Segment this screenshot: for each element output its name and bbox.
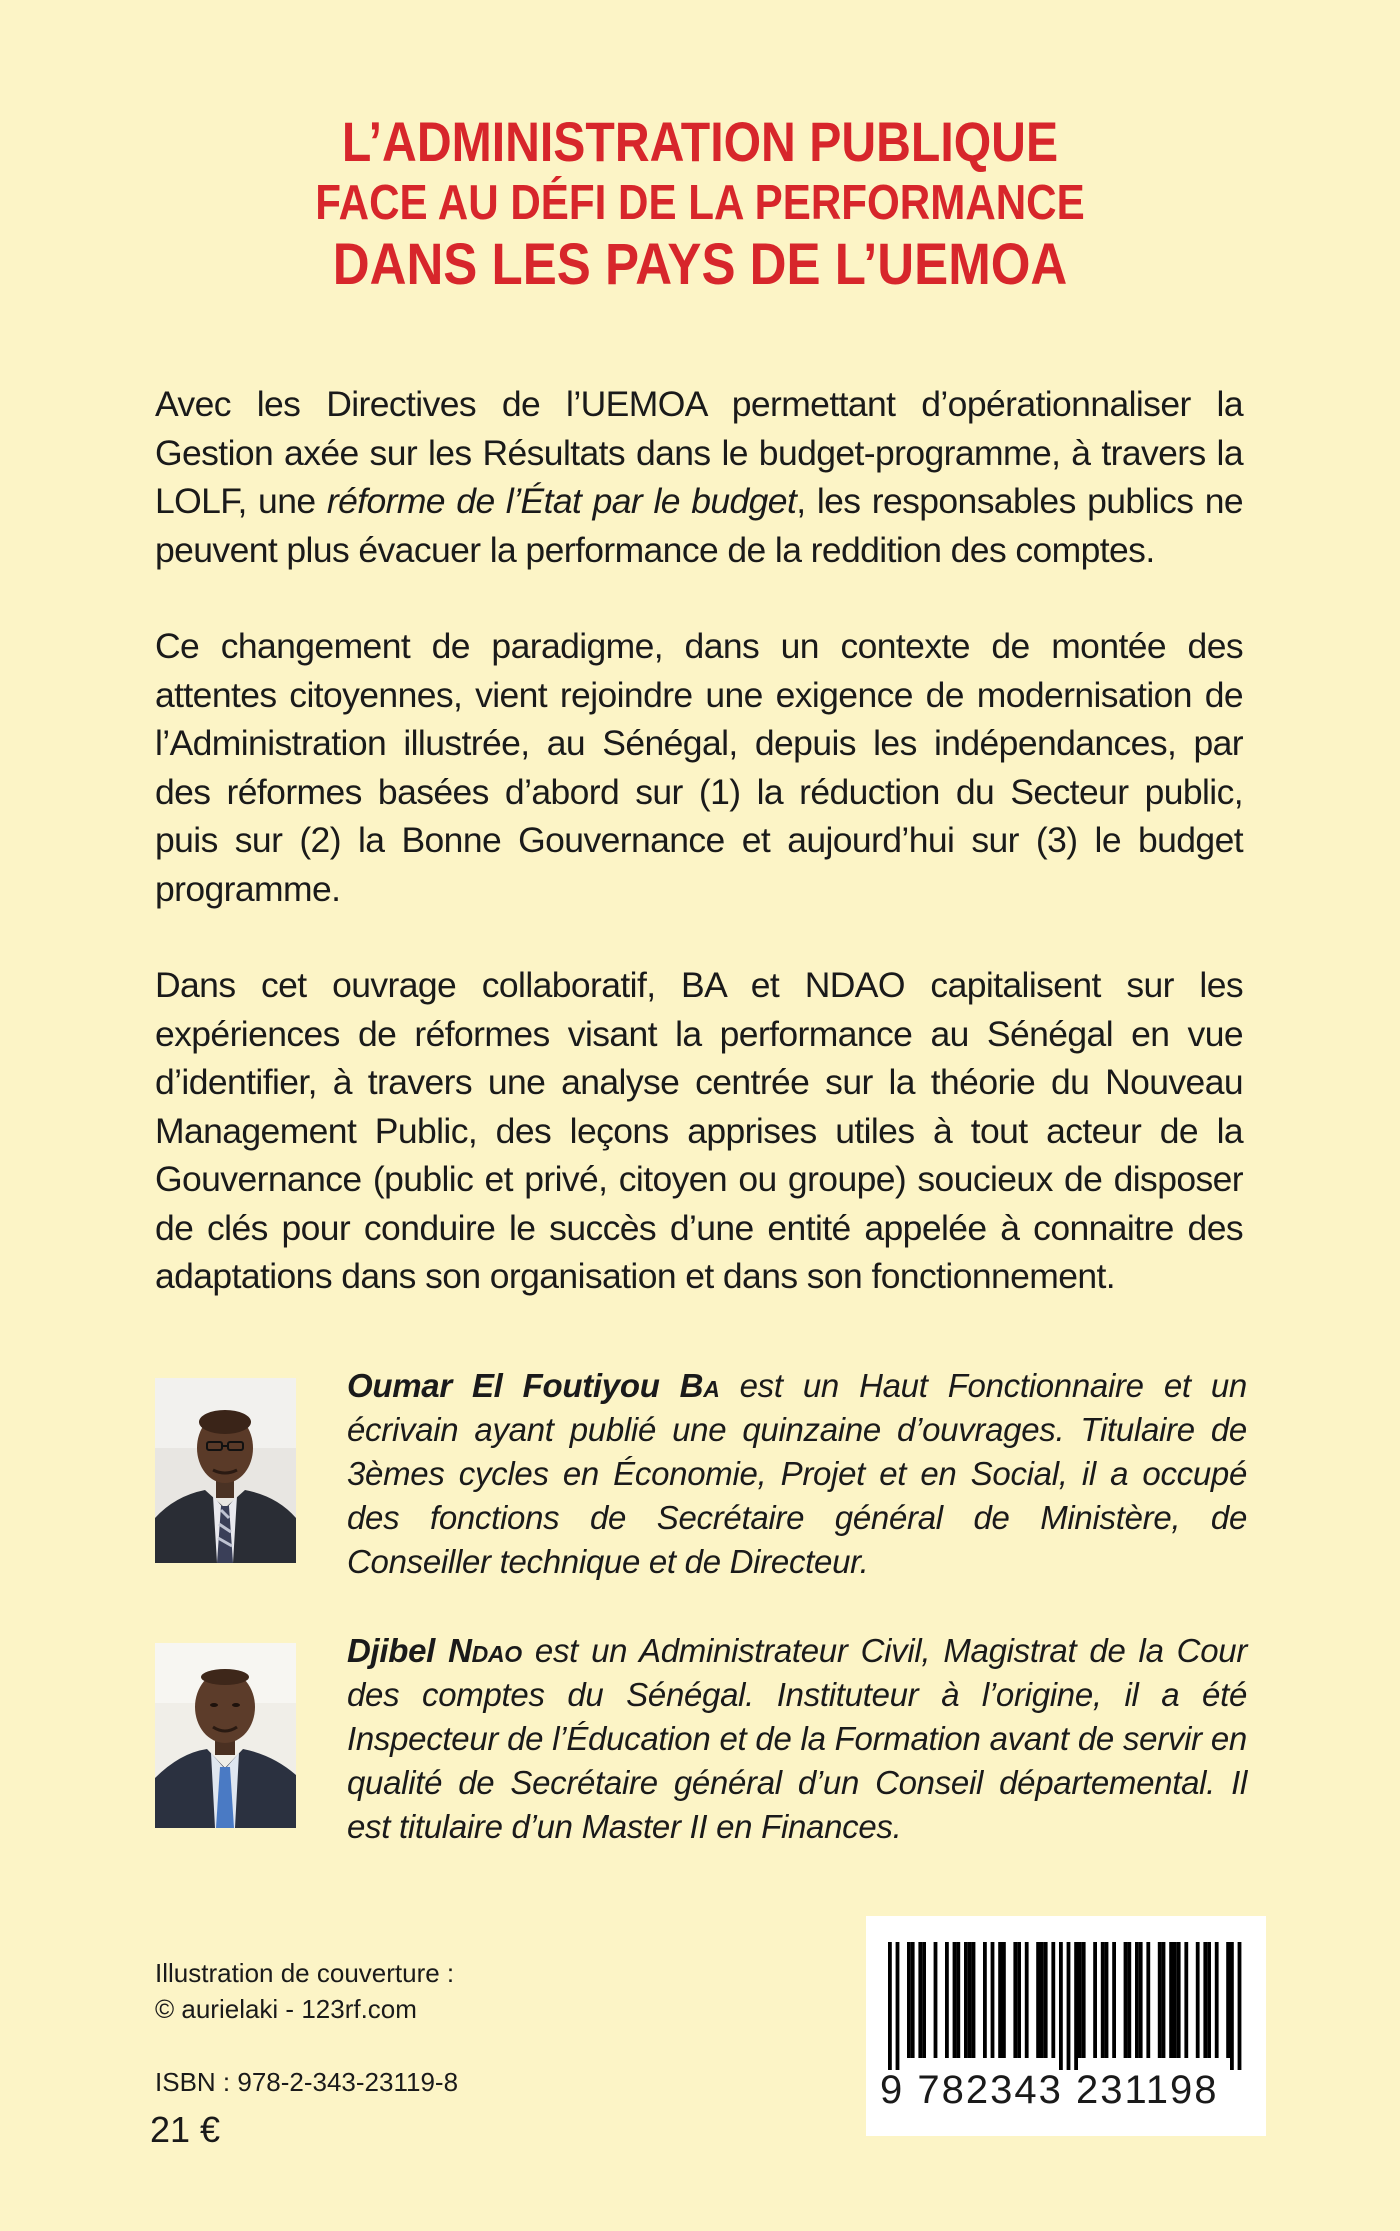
author-name-2: Djibel Ndao: [347, 1632, 522, 1669]
barcode-bar: [1059, 1942, 1063, 2070]
author-bio-1: Oumar El Foutiyou Ba est un Haut Fonctionnaire et un écrivain ayant publié une quinzaine d’ouvrages. Titulaire de 3èmes cycles en Économie, Projet et en Social, il a occupé des fonctions de Secrétaire général de Ministère, de Conseiller technique et de Directeur.: [347, 1367, 1247, 1580]
barcode-bar: [1093, 1942, 1097, 2058]
barcode-bar: [972, 1942, 976, 2058]
barcode-bar: [964, 1942, 968, 2058]
barcode-bar: [945, 1942, 949, 2058]
barcode-bar: [956, 1942, 960, 2058]
barcode-bar: [1036, 1942, 1040, 2058]
title-line-1: L’ADMINISTRATION PUBLIQUE: [341, 110, 1059, 173]
barcode-bar: [907, 1942, 911, 2058]
barcode-bar: [1002, 1942, 1006, 2058]
paragraph-3: Dans cet ouvrage collaboratif, BA et NDAO capitalisent sur les expériences de réformes visant la performance au Sénégal en vue d’identifier, à travers une analyse centrée sur la théorie du Nouveau Management Public, des leçons apprises utiles à tout acteur de la Gouvernance (public et privé, citoyen ou groupe) soucieux de disposer de clés pour conduire le succès d’une entité appelée à connaitre des adaptations dans son organisation et dans son fonctionnement.: [155, 965, 1243, 1296]
barcode-bar: [1067, 1942, 1071, 2070]
barcode-bar: [1040, 1942, 1044, 2058]
barcode-bar: [1082, 1942, 1086, 2058]
author-name-1: Oumar El Foutiyou Ba: [347, 1367, 720, 1404]
author-bio-2: Djibel Ndao est un Administrateur Civil, Magistrat de la Cour des comptes du Sénégal. Instituteur à l’origine, il a été Inspecteur de l’Éducation et de la Formation avant de servir en qualité de Secrétaire général d’un Conseil départemental. Il est titulaire d’un Master II en Finances.: [347, 1632, 1248, 1845]
italic-phrase: réforme de l’État par le budget: [326, 481, 797, 521]
book-title: [0, 110, 1400, 298]
barcode-digits: 9 782343 231198: [880, 2068, 1219, 2112]
barcode-bar: [953, 1942, 957, 2058]
barcode-bar: [1135, 1942, 1139, 2058]
paragraph-2: Ce changement de paradigme, dans un contexte de montée des attentes citoyennes, vient rejoindre une exigence de modernisation de l’Administration illustrée, au Sénégal, depuis les indépendances, par des réformes basées d’abord sur (1) la réduction du Secteur public, puis sur (2) la Bonne Gouvernance et aujourd’hui sur (3) le budget programme.: [155, 626, 1243, 909]
barcode-bar: [1207, 1942, 1211, 2058]
barcode-bar: [1074, 1942, 1078, 2070]
barcode-bar: [1230, 1942, 1234, 2070]
barcode-bar: [1169, 1942, 1173, 2058]
barcode-bar: [1101, 1942, 1105, 2058]
title-line-3: DANS LES PAYS DE L’UEMOA: [332, 232, 1068, 297]
barcode-bar: [1158, 1942, 1162, 2058]
barcode-bar: [1215, 1942, 1219, 2058]
summary-text: [155, 380, 1243, 1349]
barcode-bar: [1025, 1942, 1029, 2058]
barcode-bar: [968, 1942, 972, 2058]
cover-illustration-credit: [155, 1955, 454, 2027]
barcode-bar: [1078, 1942, 1082, 2058]
barcode-bar: [1051, 1942, 1055, 2058]
barcode-bar: [983, 1942, 987, 2058]
barcode-bar: [998, 1942, 1002, 2058]
barcode-bar: [991, 1942, 995, 2058]
barcode-bar: [1203, 1942, 1207, 2058]
isbn: ISBN : 978-2-343-23119-8: [155, 2067, 459, 2097]
barcode-bar: [918, 1942, 922, 2058]
barcode-bar: [922, 1942, 926, 2058]
barcode-bar: [934, 1942, 938, 2058]
paragraph-1: Avec les Directives de l’UEMOA permettant d’opérationnaliser la Gestion axée sur les Résultats dans le budget-programme, à travers la LOLF, une réforme de l’État par le budget, les responsables publics ne peuvent plus évacuer la performance de la reddition des comptes.: [155, 384, 1244, 570]
title-line-2: FACE AU DÉFI DE LA PERFORMANCE: [315, 176, 1085, 230]
barcode-bars: [880, 1942, 1252, 2070]
barcode-bar: [896, 1942, 900, 2070]
barcode-bar: [1226, 1942, 1230, 2058]
price: 21 €: [150, 2109, 221, 2150]
barcode-bar: [1184, 1942, 1188, 2058]
barcode-bar: [888, 1942, 892, 2070]
barcode-bar: [1139, 1942, 1143, 2058]
barcode-bar: [1112, 1942, 1116, 2058]
barcode-bar: [1017, 1942, 1021, 2058]
barcode-bar: [1173, 1942, 1177, 2058]
author-photo-1: [155, 1378, 296, 1563]
barcode-bar: [1105, 1942, 1109, 2058]
barcode-bar: [1013, 1942, 1017, 2058]
barcode-bar: [1196, 1942, 1200, 2058]
barcode-bar: [1238, 1942, 1242, 2070]
barcode-bar: [1162, 1942, 1166, 2058]
author-photo-2: [155, 1643, 296, 1828]
barcode: [866, 1916, 1266, 2136]
barcode-bar: [1124, 1942, 1128, 2058]
barcode-bar: [911, 1942, 915, 2058]
credit-line-1: Illustration de couverture :: [155, 1958, 455, 1988]
barcode-bar: [1146, 1942, 1150, 2058]
credit-line-2: © aurielaki - 123rf.com: [155, 1994, 417, 2024]
barcode-bar: [1177, 1942, 1181, 2058]
barcode-bar: [1044, 1942, 1048, 2058]
barcode-bar: [1127, 1942, 1131, 2058]
